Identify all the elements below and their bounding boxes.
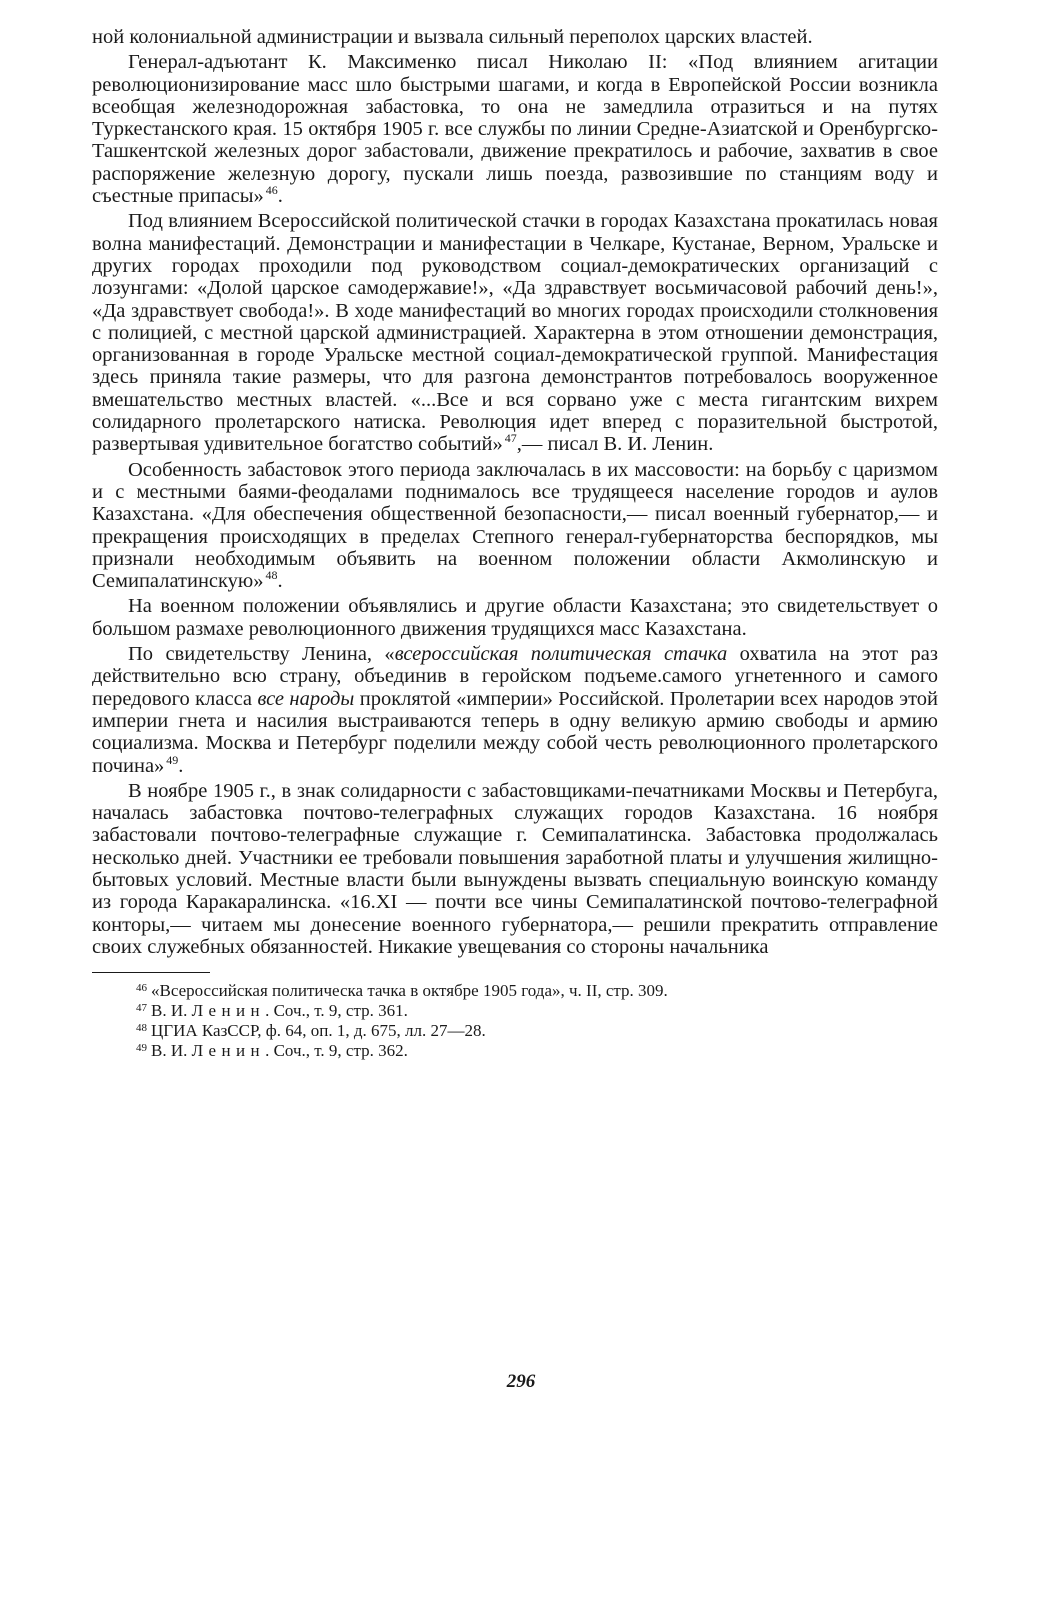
paragraph [92,595,938,640]
text-run: На военном положении объявлялись и другие области Казахстана; это свидетельствует о большом размахе революционного движения трудящихся масс Казахстана. [92,595,938,640]
text-run: . [277,185,283,208]
text-run: В. И. [151,1041,192,1061]
spaced-author-name: Ленин [191,1041,266,1061]
italic-text: всероссийская политическая стачка [394,643,728,666]
text-run: ЦГИА КазССР, ф. 64, оп. 1, д. 675, лл. 27—28. [151,1021,486,1041]
paragraph [92,51,938,207]
paragraph [92,210,938,455]
footnote-number: 49 [136,1042,147,1055]
footnote [136,1041,938,1061]
footnote-divider [92,972,210,973]
text-run: ной колониальной администрации и вызвала сильный переполох царских властей. [92,26,813,48]
text-run: В ноябре 1905 г., в знак солидарности с забастовщиками-печатниками Москвы и Петербуга, началась забастовка почтово-телеграфных служащих городов Казахстана. 16 ноября забастовали почтово-телеграфные служащие г. Семипалатинска. Забастовка продолжалась несколько дней. Участники ее требовали повышения заработной платы и улучшения жилищно-бытовых условий. Местные власти были вынуждены вызвать специальную воинскую команду из города Каракаралинска. «16.XI — почти все чины Семипалатинской почтово-телеграфной конторы,— читаем мы донесение военного губернатора,— решили прекратить отправление своих служебных обязанностей. Никакие увещевания со стороны начальника [92,779,938,958]
text-run: охватила на этот раз действительно всю страну, объединив в геройском подъеме.самого угнетенного и самого передового класса [92,643,938,710]
footnote-number: 46 [136,982,147,995]
footnote-number: 47 [136,1002,147,1015]
text-run: «Всероссийская политическа тачка в октябре 1905 года», ч. II, стр. 309. [151,981,668,1001]
paragraph [92,780,938,958]
footnote [136,1001,938,1021]
footnote-number: 48 [136,1022,147,1035]
footnote-reference: 47 [504,431,517,446]
italic-text: все народы [257,687,355,710]
paragraph [92,459,938,593]
text-run: . [178,754,184,777]
footnote-reference: 49 [166,752,179,767]
footnote-reference: 48 [265,568,278,583]
paragraph [92,26,938,48]
paragraph [92,643,938,777]
text-run: . [277,570,283,593]
footnote [136,981,938,1001]
page-number: 296 [506,1371,536,1392]
footnote [136,1021,938,1041]
text-run: Особенность забастовок этого периода заключалась в их массовости: на борьбу с царизмом и с местными баями-феодалами поднималось все трудящееся население городов и аулов Казахстана. «Для обеспечения общественной безопасности,— писал военный губернатор,— и прекращения происходящих в пределах Степного генерал-губернаторства беспорядков, мы признали необходимым объявить на военном положении области Акмолинскую и Семипалатинскую» [92,458,938,593]
page-body [92,26,938,1061]
footnotes [136,981,938,1061]
text-run: . Соч., т. 9, стр. 361. [265,1001,408,1021]
text-run: По свидетельству Ленина, « [128,643,395,666]
text-run: проклятой «империи» Российской. Пролетарии всех народов этой империи гнета и насилия выстраиваются теперь в одну великую армию свободы и армию социализма. Москва и Петербург поделили между собой честь революционного пролетарского почина» [92,687,938,777]
text-run: . Соч., т. 9, стр. 362. [265,1041,408,1061]
text-run: Под влиянием Всероссийской политической стачки в городах Казахстана прокатилась новая волна манифестаций. Демонстрации и манифестации в Челкаре, Кустанае, Верном, Уральске и других городах проходили под руководством социал-демократических организаций с лозунгами: «Долой царское самодержавие!», «Да здравствует восьмичасовой рабочий день!», «Да здравствует свобода!». В ходе манифестаций во многих городах происходили столкновения с полицией, с местной царской администрацией. Характерна в этом отношении демонстрация, организованная в городе Уральске местной социал-демократической группой. Манифестация здесь приняла такие размеры, что для разгона демонстрантов потребовалось вооруженное вмешательство местных властей. «...Все и вся сорвано уже с места гигантским вихрем солидарного пролетарского натиска. Революция идет вперед с поразительной быстротой, развертывая удивительное богатство событий» [92,210,938,456]
footnote-reference: 46 [265,183,278,198]
spaced-author-name: Ленин [191,1001,266,1021]
main-text [92,26,938,958]
text-run: В. И. [151,1001,192,1021]
text-run: Генерал-адъютант К. Максименко писал Николаю II: «Под влиянием агитации революционизирование масс шло быстрыми шагами, и когда в Европейской России возникла всеобщая железнодорожная забастовка, то она не замедлила отразиться и на путях Туркестанского края. 15 октября 1905 г. все службы по линии Средне-Азиатской и Оренбургско-Ташкентской железных дорог забастовали, движение прекратилось и рабочие, захватив в свое распоряжение железную дорогу, пускали лишь поезда, развозившие по станциям воду и съестные припасы» [92,51,938,208]
text-run: ,— писал В. И. Ленин. [516,433,714,456]
